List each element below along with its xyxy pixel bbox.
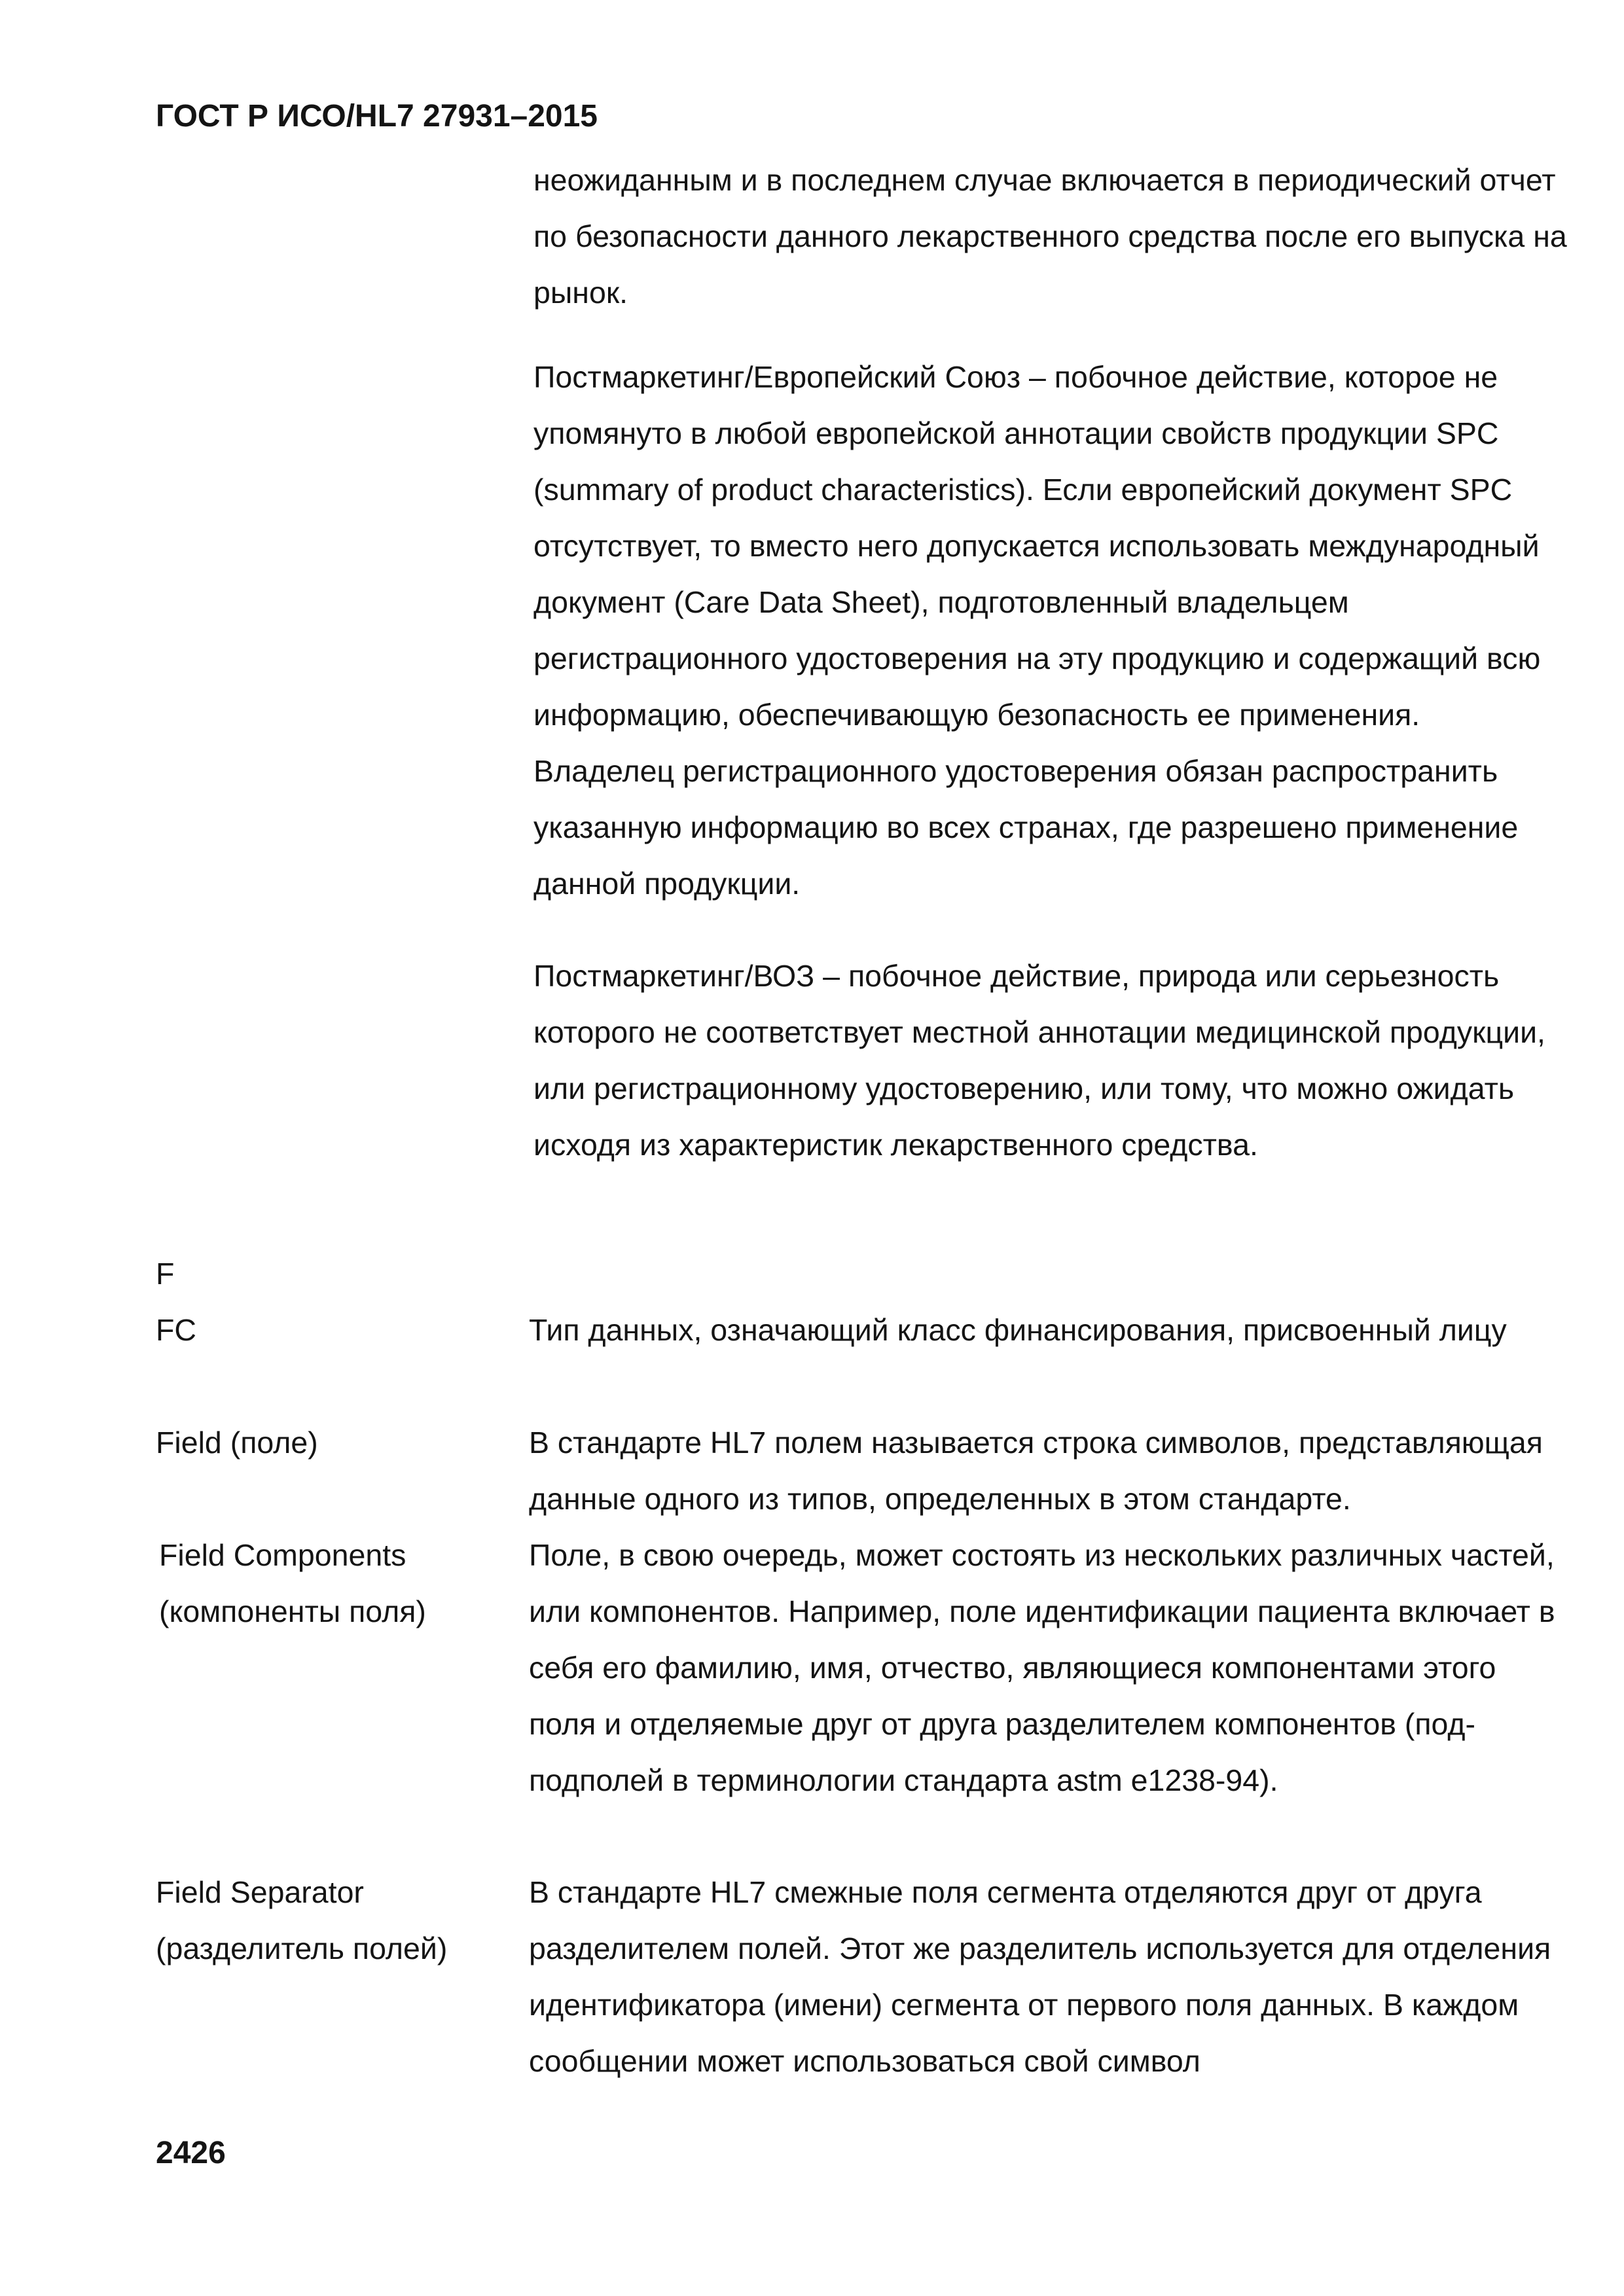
continuation-paragraph-3: Постмаркетинг/ВОЗ – побочное действие, природа или серьезность которого не соответствует местной аннотации медицинской продукции, или регистрационному удостоверению, или тому, что можно ожидать исходя из характеристик лекарственного средства.	[533, 959, 1545, 1162]
section-letter: F	[156, 1257, 175, 1291]
term-field-separator: Field Separator (разделитель полей)	[156, 1875, 448, 1965]
document-header: ГОСТ Р ИСО/HL7 27931–2015	[156, 99, 598, 134]
definition-field-components: Поле, в свою очередь, может состоять из нескольких различных частей, или компонентов. Например, поле идентификации пациента включает в себя его фамилию, имя, отчество, являющиеся компонентами этого поля и отделяемые друг от друга разделителем компонентов (под-подполей в терминологии стандарта astm e1238-94).	[529, 1538, 1555, 1797]
term-fc: FC	[156, 1313, 196, 1347]
continuation-paragraph-2: Постмаркетинг/Европейский Союз – побочное действие, которое не упомянуто в любой европейской аннотации свойств продукции SPC (summary of product characteristics). Если европейский документ SPC отсутствует, то вместо него допускается использовать международный документ (Care Data Sheet), подготовленный владельцем регистрационного удостоверения на эту продукцию и содержащий всю информацию, обеспечивающую безопасность ее применения. Владелец регистрационного удостоверения обязан распространить указанную информацию во всех странах, где разрешено применение данной продукции.	[533, 360, 1541, 901]
term-field-components: Field Components (компоненты поля)	[159, 1538, 426, 1628]
definition-fc: Тип данных, означающий класс финансирования, присвоенный лицу	[529, 1313, 1507, 1347]
term-field: Field (поле)	[156, 1426, 318, 1460]
continuation-paragraph-1: неожиданным и в последнем случае включается в периодический отчет по безопасности данного лекарственного средства после его выпуска на рынок.	[533, 163, 1567, 310]
definition-field-separator: В стандарте HL7 смежные поля сегмента отделяются друг от друга разделителем полей. Этот же разделитель используется для отделения идентификатора (имени) сегмента от первого поля данных. В каждом сообщении может использоваться свой символ	[529, 1875, 1551, 2078]
definition-field: В стандарте HL7 полем называется строка символов, представляющая данные одного из типов, определенных в этом стандарте.	[529, 1426, 1543, 1516]
page-number: 2426	[156, 2136, 226, 2170]
